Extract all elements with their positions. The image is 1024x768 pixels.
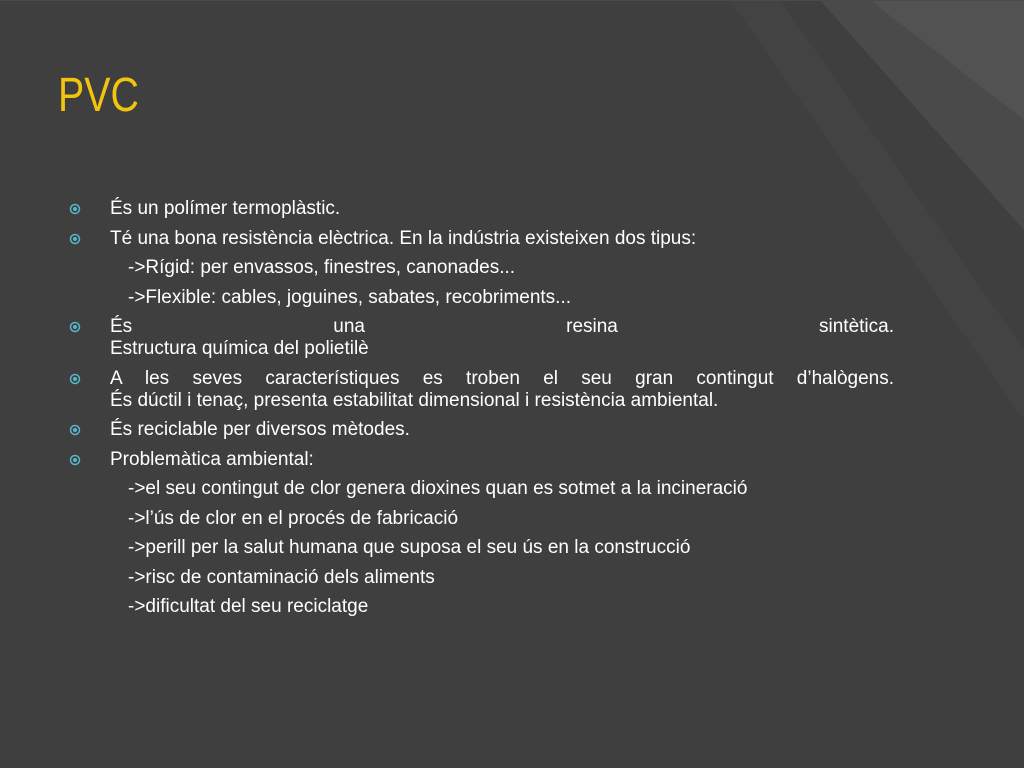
slide-text-line: ->perill per la salut humana que suposa el seu ús en la construcció: [128, 537, 691, 558]
circle-dot-icon: [69, 424, 81, 436]
sub-item: [68, 478, 894, 500]
circle-dot-icon: [69, 203, 81, 215]
slide-text-line: Estructura química del polietilè: [110, 338, 369, 359]
slide-content: [68, 198, 894, 626]
slide-text-line: ->Flexible: cables, joguines, sabates, recobriments...: [128, 286, 572, 308]
sub-item: [68, 567, 894, 589]
sub-item: [68, 257, 894, 279]
circle-dot-icon: [69, 373, 81, 385]
slide-text-line: ->dificultat del seu reciclatge: [128, 596, 369, 617]
bullet-item: [68, 449, 894, 471]
bullet-item: [68, 198, 894, 220]
bullet-item: [68, 368, 894, 412]
slide-text-line: És dúctil i tenaç, presenta estabilitat dimensional i resistència ambiental.: [110, 389, 719, 411]
sub-item: [68, 596, 894, 618]
sub-item: [68, 287, 894, 309]
sub-item: [68, 508, 894, 530]
slide-text-line: ->el seu contingut de clor genera dioxines quan es sotmet a la incineració: [128, 478, 748, 499]
sub-item: [68, 537, 894, 559]
slide-title: PVC: [58, 69, 139, 122]
slide-text-line: ->l’ús de clor en el procés de fabricació: [128, 507, 459, 529]
slide-text-line: És una resina sintètica.: [110, 316, 894, 337]
slide-text-line: ->Rígid: per envassos, finestres, canonades...: [128, 257, 516, 278]
bullet-item: [68, 419, 894, 441]
slide-text-line: És un polímer termoplàstic.: [110, 198, 341, 219]
slide-text-line: És reciclable per diversos mètodes.: [110, 419, 410, 440]
slide-text-line: A les seves característiques es troben el seu gran contingut d’halògens.: [110, 367, 894, 389]
slide-text-line: Té una bona resistència elèctrica. En la indústria existeixen dos tipus:: [110, 227, 697, 249]
bullet-item: [68, 316, 894, 360]
slide-text-line: Problemàtica ambiental:: [110, 448, 314, 470]
circle-dot-icon: [69, 233, 81, 245]
slide-text-line: ->risc de contaminació dels aliments: [128, 566, 435, 588]
circle-dot-icon: [69, 321, 81, 333]
bullet-item: [68, 228, 894, 250]
circle-dot-icon: [69, 454, 81, 466]
